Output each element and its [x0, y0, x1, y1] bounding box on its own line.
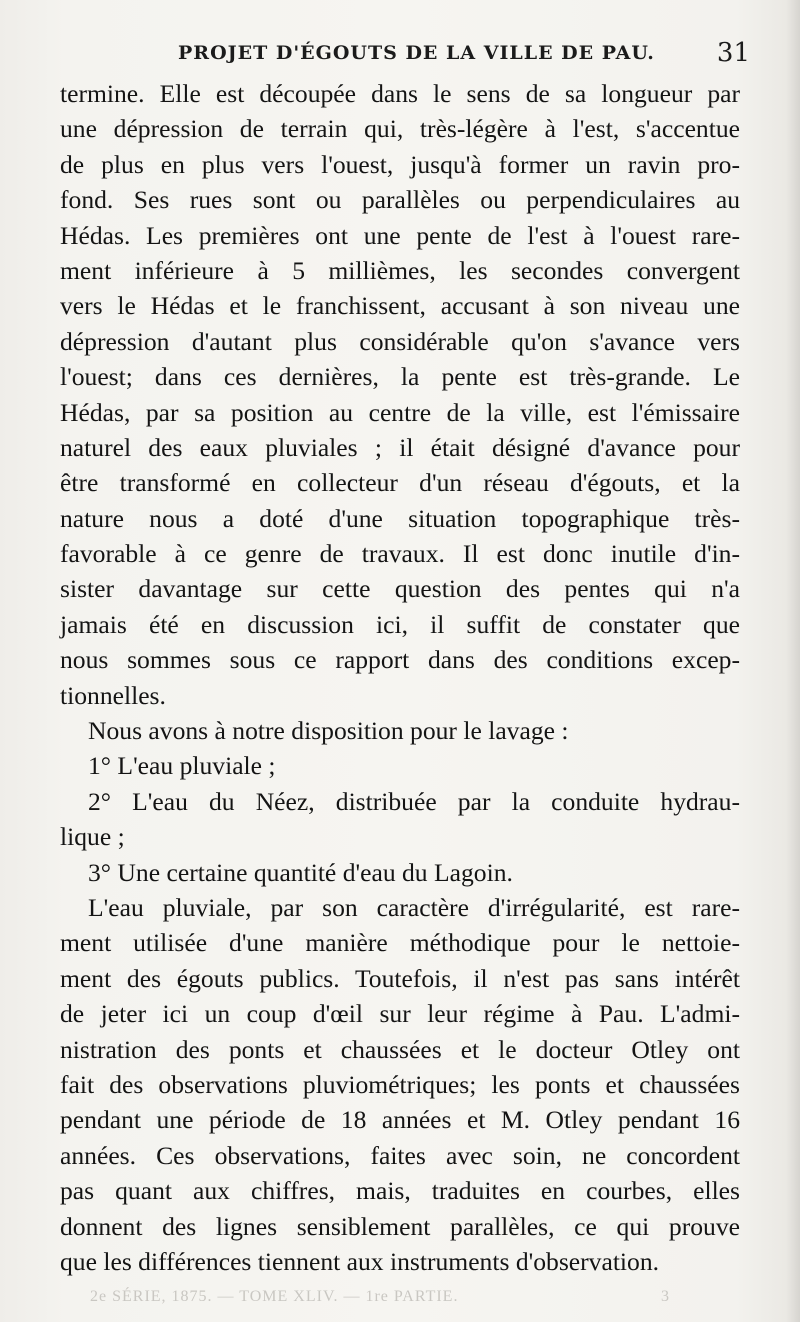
- bleed-through-signature: [90, 1288, 710, 1306]
- text-line: dépression d'autant plus considérable qu'on s'avance vers: [60, 326, 740, 356]
- text-line: naturel des eaux pluviales ; il était désigné d'avance pour: [60, 432, 740, 462]
- text-line: pendant une période de 18 années et M. Otley pendant 16: [60, 1105, 740, 1135]
- text-line: nistration des ponts et chaussées et le docteur Otley ont: [60, 1034, 740, 1064]
- list-item: 3° Une certaine quantité d'eau du Lagoin.: [88, 857, 513, 887]
- text-line: l'ouest; dans ces dernières, la pente est très-grande. Le: [60, 362, 740, 392]
- text-line: termine. Elle est découpée dans le sens de sa longueur par: [60, 79, 740, 108]
- body-text: [60, 76, 740, 1279]
- list-item: 2° L'eau du Néez, distribuée par la conduite hydrau-: [88, 786, 740, 816]
- text-line: être transformé en collecteur d'un réseau d'égouts, et la: [60, 468, 740, 498]
- text-line: de jeter ici un coup d'œil sur leur régime à Pau. L'admi-: [60, 999, 740, 1029]
- text-line: donnent des lignes sensiblement parallèles, ce qui prouve: [60, 1211, 740, 1241]
- text-line: de plus en plus vers l'ouest, jusqu'à former un ravin pro-: [60, 149, 740, 179]
- signature-number: 3: [661, 1288, 670, 1305]
- text-line: Hédas. Les premières ont une pente de l'est à l'ouest rare-: [60, 220, 740, 250]
- text-line: vers le Hédas et le franchissent, accusant à son niveau une: [60, 291, 740, 321]
- text-line: que les différences tiennent aux instruments d'observation.: [60, 1246, 660, 1276]
- text-line: nous sommes sous ce rapport dans des conditions excep-: [60, 645, 740, 675]
- text-line: une dépression de terrain qui, très-légère à l'est, s'accentue: [60, 114, 740, 144]
- text-line: tionnelles.: [60, 680, 166, 710]
- text-line: années. Ces observations, faites avec soin, ne concordent: [60, 1140, 740, 1170]
- text-line: pas quant aux chiffres, mais, traduites en courbes, elles: [60, 1176, 740, 1206]
- text-line: Nous avons à notre disposition pour le lavage :: [88, 716, 569, 746]
- list-item: 1° L'eau pluviale ;: [88, 751, 276, 781]
- text-line: ment des égouts publics. Toutefois, il n'est pas sans intérêt: [60, 963, 740, 993]
- page-number: 31: [716, 38, 750, 68]
- text-line: Hédas, par sa position au centre de la ville, est l'émissaire: [60, 397, 740, 427]
- text-line: lique ;: [60, 822, 125, 852]
- text-line: L'eau pluviale, par son caractère d'irrégularité, est rare-: [88, 892, 740, 922]
- running-head: [60, 38, 750, 68]
- running-title: PROJET D'ÉGOUTS DE LA VILLE DE PAU.: [178, 42, 655, 64]
- text-line: nature nous a doté d'une situation topographique très-: [60, 503, 740, 533]
- text-line: ment utilisée d'une manière méthodique pour le nettoie-: [60, 928, 740, 958]
- page-edge-shadow: [786, 0, 800, 1322]
- text-line: sister davantage sur cette question des pentes qui n'a: [60, 574, 740, 604]
- signature-text: 2e SÉRIE, 1875. — TOME XLIV. — 1re PARTIE.: [90, 1288, 459, 1305]
- text-line: fond. Ses rues sont ou parallèles ou perpendiculaires au: [60, 185, 740, 215]
- text-line: fait des observations pluviométriques; les ponts et chaussées: [60, 1069, 740, 1099]
- text-line: jamais été en discussion ici, il suffit de constater que: [60, 609, 740, 639]
- text-line: favorable à ce genre de travaux. Il est donc inutile d'in-: [60, 539, 740, 569]
- text-line: ment inférieure à 5 millièmes, les secondes convergent: [60, 255, 740, 285]
